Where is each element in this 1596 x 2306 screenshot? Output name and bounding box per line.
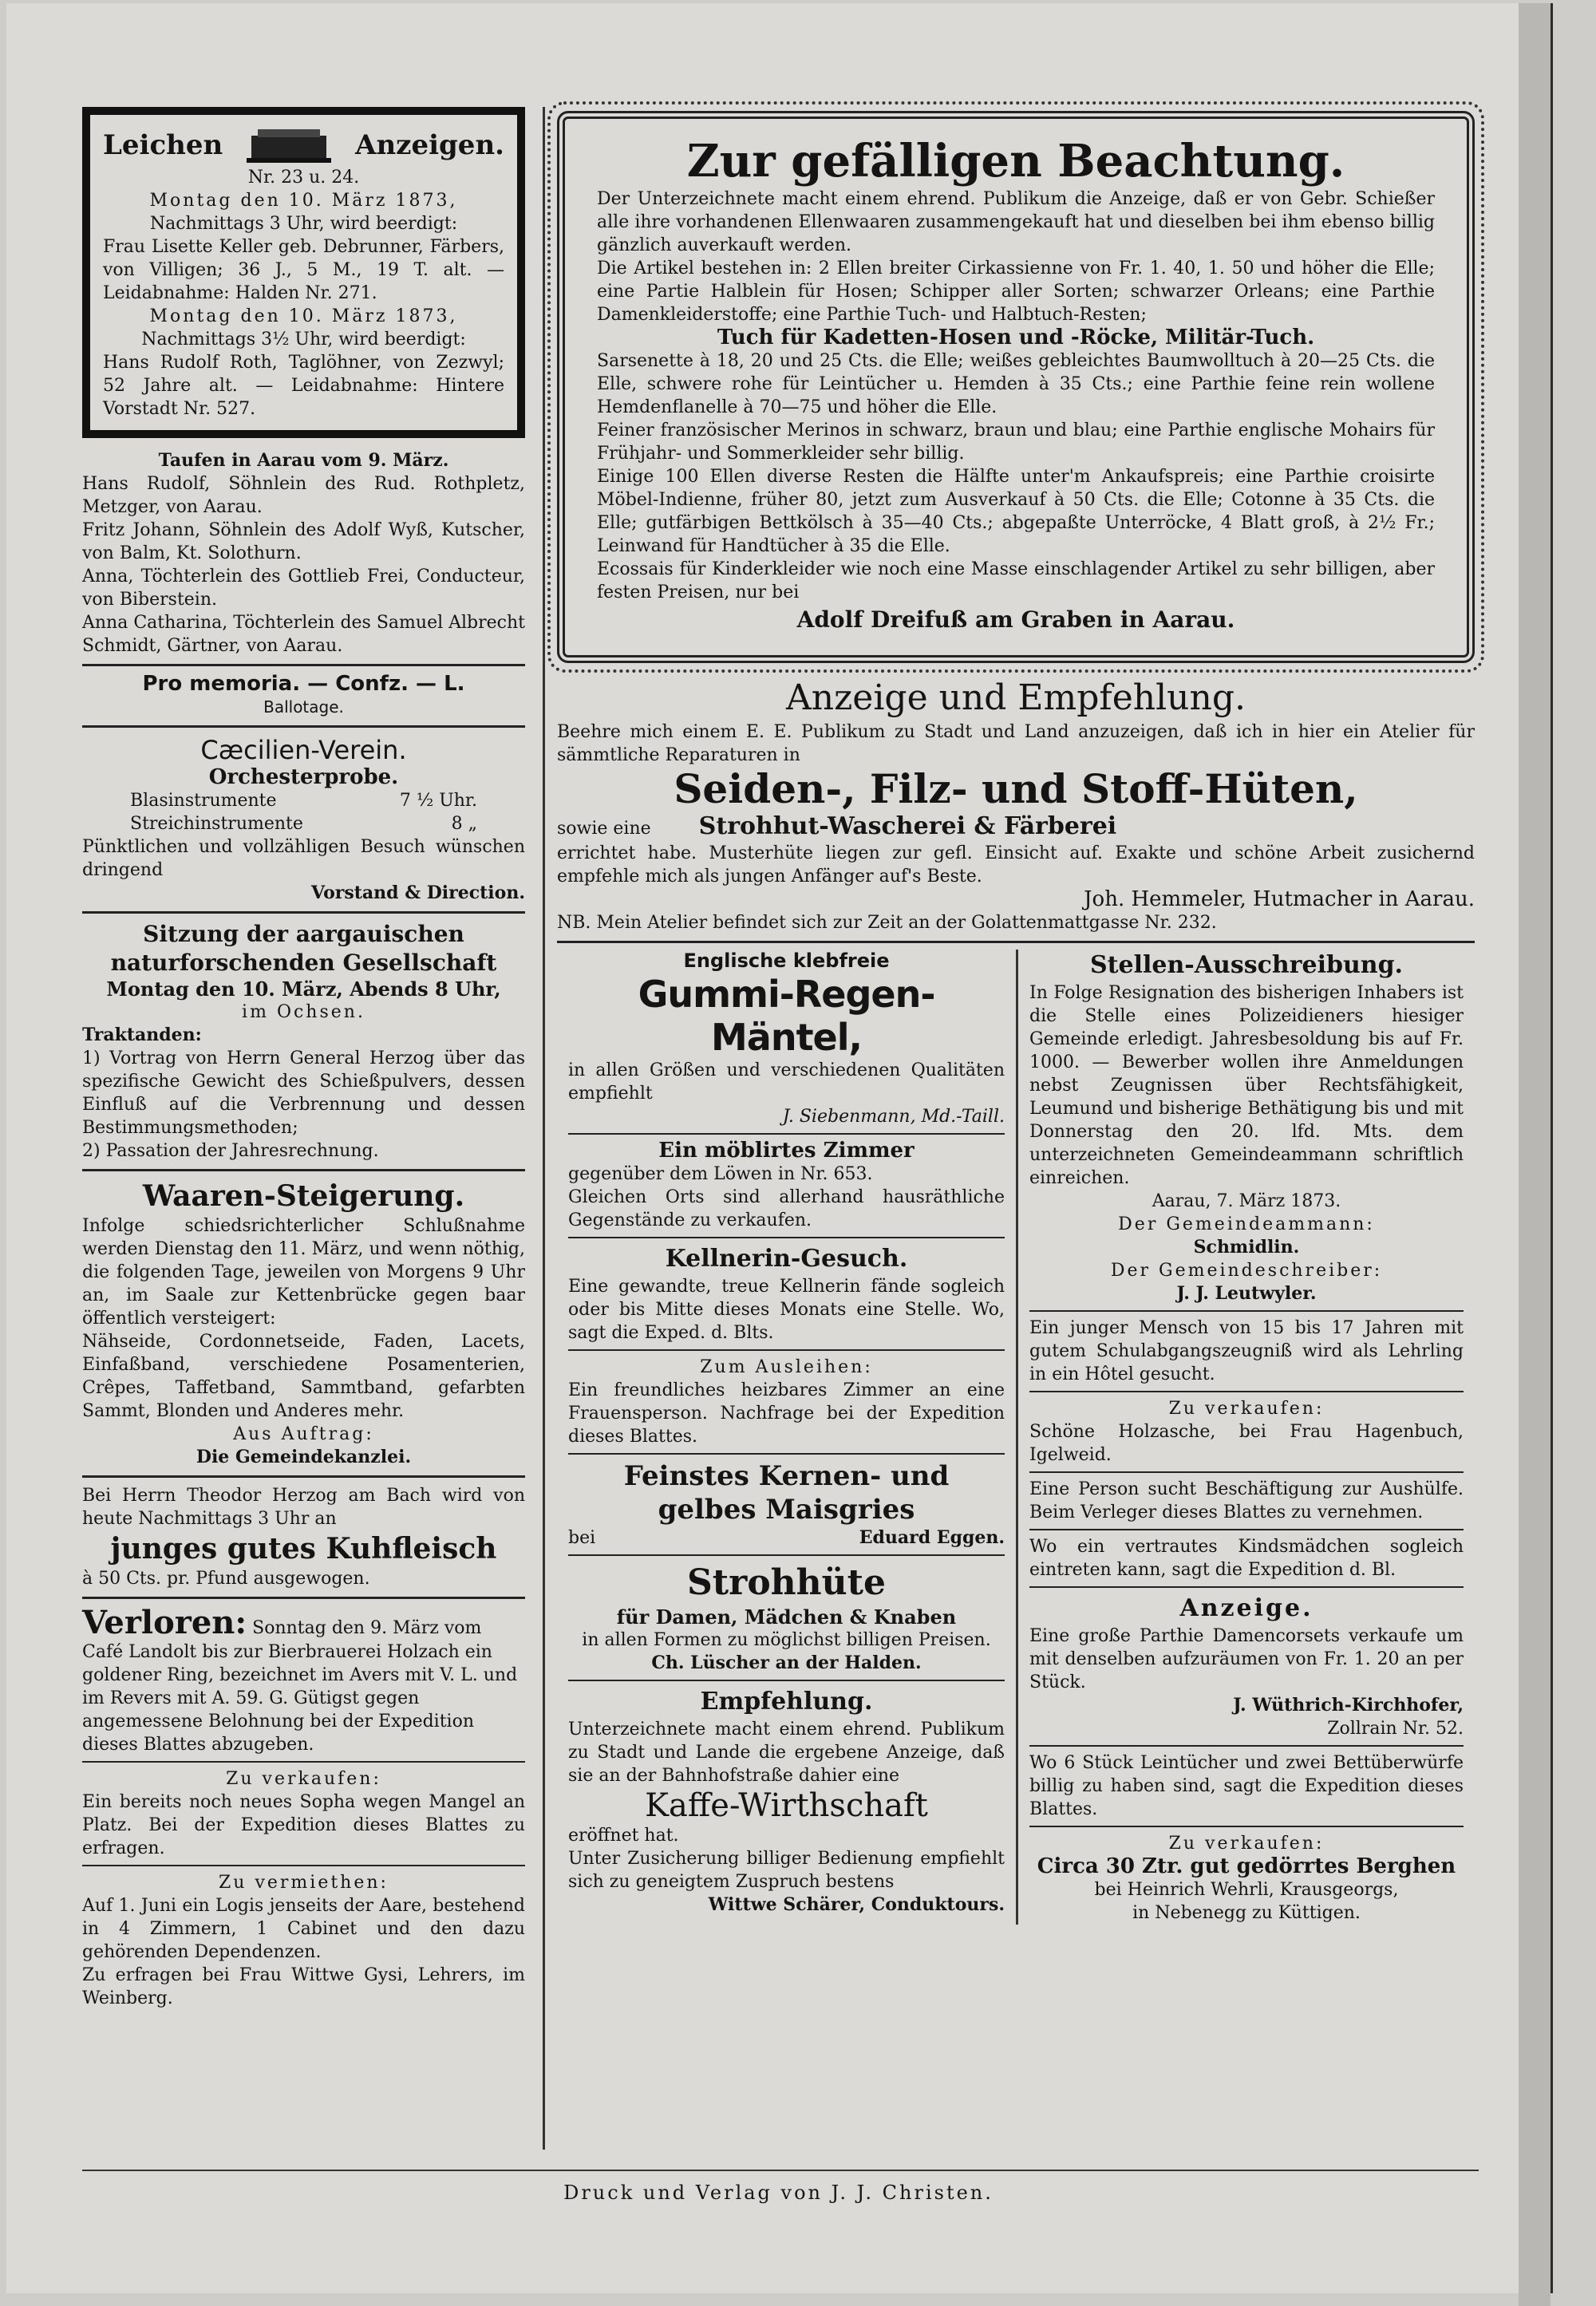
hut-title: Anzeige und Empfehlung. <box>786 677 1246 718</box>
sopha-notice <box>82 1767 525 1860</box>
leint-text: Wo 6 Stück Leintücher und zwei Bettüberwürfe billig zu haben sind, sagt die Expedition dieses Blattes. <box>1029 1753 1464 1819</box>
memoria-line2: Ballotage. <box>263 697 344 717</box>
kernen-sig-row <box>568 1526 1005 1550</box>
verloren-notice <box>82 1605 525 1756</box>
verk2-big: Circa 30 Ztr. gut gedörrtes Berghen <box>1037 1854 1456 1878</box>
beachtung-p1: Der Unterzeichnete macht einem ehrend. Publikum die Anzeige, daß er von Gebr. Schießer alle ihre vorhandenen Ellenwaaren zusammengekauft hat und dieselben bei ihm ebenso billig gänzlich auverkauft werden. <box>597 189 1435 255</box>
hut-sowie: sowie eine <box>557 819 651 839</box>
aushilfe-text: Eine Person sucht Beschäftigung zur Aushülfe. Beim Verleger dieses Blattes zu vernehmen. <box>1029 1479 1464 1522</box>
death1-date: Montag den 10. März 1873, <box>149 191 458 211</box>
leihen-text: Ein freundliches heizbares Zimmer an eine Frauensperson. Nachfrage bei der Expedition dieses Blattes. <box>568 1380 1005 1447</box>
coffin-icon <box>245 124 333 166</box>
divider <box>1029 1310 1464 1312</box>
logis-text1: Auf 1. Juni ein Logis jenseits der Aare, bestehend in 4 Zimmern, 1 Cabinet und den dazu gehörenden Dependenzen. <box>82 1896 525 1962</box>
logis-text2: Zu erfragen bei Frau Wittwe Gysi, Lehrers, im Weinberg. <box>82 1965 525 2008</box>
death1-time: Nachmittags 3 Uhr, wird beerdigt: <box>149 214 458 234</box>
footer-imprint: Druck und Verlag von J. J. Christen. <box>563 2182 994 2204</box>
sopha-title: Zu verkaufen: <box>226 1769 381 1789</box>
baptism-entry: Fritz Johann, Söhnlein des Adolf Wyß, Kutscher, von Balm, Kt. Solothurn. <box>82 520 525 563</box>
waaren-auftrag: Aus Auftrag: <box>233 1424 374 1444</box>
caecilien-title: Cæcilien-Verein. <box>200 735 407 765</box>
emp-signed: Wittwe Schärer, Conduktours. <box>708 1894 1005 1915</box>
zimmer-text2: Gleichen Orts sind allerhand hausräthliche Gegenstände zu verkaufen. <box>568 1187 1005 1230</box>
divider <box>568 1680 1005 1681</box>
death1-text: Frau Lisette Keller geb. Debrunner, Färbers, von Villigen; 36 J., 5 M., 19 T. alt. — Leidabnahme: Halden Nr. 271. <box>103 237 504 303</box>
kernen-bei: bei <box>568 1528 596 1548</box>
divider <box>568 1237 1005 1238</box>
deaths-title-right: Anzeigen. <box>355 129 504 161</box>
divider <box>568 1133 1005 1135</box>
death2-text: Hans Rudolf Roth, Taglöhner, von Zezwyl; 52 Jahre alt. — Leidabnahme: Hintere Vorstadt Nr. 527. <box>103 353 504 419</box>
beachtung-p7: Ecossais für Kinderkleider wie noch eine Masse einschlagender Artikel zu sehr billigen, aber festen Preisen, nur bei <box>597 559 1435 602</box>
gummi-pre: Englische klebfreie <box>683 950 890 972</box>
right-subcolumns <box>557 950 1475 1925</box>
herzog-big: junges gutes Kuhfleisch <box>110 1532 497 1566</box>
emp-text3: Unter Zusicherung billiger Bedienung empfiehlt sich zu geneigtem Zuspruch bestens <box>568 1849 1005 1892</box>
anz-text: Eine große Parthie Damencorsets verkaufe um mit denselben aufzuräumen von Fr. 1. 20 an per Stück. <box>1029 1626 1464 1692</box>
anz-title: Anzeige. <box>1179 1594 1314 1622</box>
divider <box>568 1349 1005 1351</box>
row-label: Blasinstrumente <box>130 791 277 811</box>
hut-signed: Joh. Hemmeler, Hutmacher in Aarau. <box>1084 887 1475 911</box>
caecilien-signed: Vorstand & Direction. <box>311 883 525 903</box>
herzog-text: Bei Herrn Theodor Herzog am Bach wird von heute Nachmittags 3 Uhr an <box>82 1486 525 1529</box>
herzog-notice <box>82 1484 525 1590</box>
death2-time: Nachmittags 3½ Uhr, wird beerdigt: <box>141 330 466 349</box>
zimmer-title: Ein möblirtes Zimmer <box>658 1139 915 1163</box>
schreiber-label: Der Gemeindeschreiber: <box>1110 1261 1383 1281</box>
beachtung-notice <box>557 111 1475 663</box>
beachtung-p4: Sarsenette à 18, 20 und 25 Cts. die Elle; weißes gebleichtes Baumwolltuch à 20—25 Cts. die Elle, schwere rohe für Leintücher u. Hemden à 35 Cts.; eine Parthie feine rein wollene Hemdenflanelle à 70—75 und höher die Elle. <box>597 351 1435 417</box>
natur-where: im Ochsen. <box>242 1002 365 1022</box>
waaren-notice <box>82 1178 525 1469</box>
row-time: 7 ½ Uhr. <box>399 791 477 811</box>
logis-title: Zu vermiethen: <box>219 1873 389 1893</box>
beachtung-p5: Feiner französischer Merinos in schwarz, braun und blau; eine Parthie englische Mohairs für Frühjahr- und Sommerkleider sehr billig. <box>597 421 1435 464</box>
baptisms-title: Taufen in Aarau vom 9. März. <box>158 450 449 471</box>
natur-agenda-title: Traktanden: <box>82 1025 202 1045</box>
hut-big: Seiden-, Filz- und Stoff-Hüten, <box>674 765 1358 812</box>
leihen-title: Zum Ausleihen: <box>700 1357 873 1377</box>
stroh-sub: für Damen, Mädchen & Knaben <box>616 1605 957 1629</box>
verloren-text: Sonntag den 9. März vom Café Landolt bis zur Bierbrauerei Holzach ein goldener Ring, bezeichnet im Avers mit V. L. und im Revers mit A. 59. G. Gütigst gegen angemessene Belohnung bei der Expedition dieses Blattes abzugeben. <box>82 1618 518 1755</box>
baptism-entry: Anna, Töchterlein des Gottlieb Frei, Conducteur, von Biberstein. <box>82 567 525 610</box>
emp-title: Empfehlung. <box>700 1688 873 1716</box>
divider <box>557 941 1475 943</box>
divider <box>82 664 525 666</box>
divider <box>82 911 525 914</box>
divider <box>82 1865 525 1866</box>
lehr-text: Ein junger Mensch von 15 bis 17 Jahren mit gutem Schulabgangszeugniß wird als Lehrling in ein Hôtel gesucht. <box>1029 1318 1464 1384</box>
natur-item: 1) Vortrag von Herrn General Herzog über das spezifische Gewicht des Schießpulvers, dessen Einfluß auf die Verbrennung und dessen Bestimmungsmethoden; <box>82 1048 525 1138</box>
stroh-signed: Ch. Lüscher an der Halden. <box>651 1653 922 1673</box>
gummi-signed: J. Siebenmann, Md.-Taill. <box>782 1107 1005 1127</box>
divider <box>1029 1391 1464 1392</box>
verk-text: Schöne Holzasche, bei Frau Hagenbuch, Igelweid. <box>1029 1422 1464 1465</box>
stellen-title: Stellen-Ausschreibung. <box>1089 951 1403 979</box>
deaths-header <box>103 124 504 166</box>
right-column <box>557 111 1475 1925</box>
footer-rule <box>82 2170 1479 2171</box>
beachtung-p6: Einige 100 Ellen diverse Resten die Hälfte unter'm Ankaufspreis; eine Parthie croisirte Möbel-Indienne, früher 80, jetzt zum Ausverkauf à 50 Cts. die Elle; Cotonne à 35 Cts. die Elle; gutfärbigen Bettkölsch à 35—40 Cts.; abgepaßte Unterröcke, 4 Blatt groß, à 2½ Fr.; Leinwand für Handtücher à 35 die Elle. <box>597 467 1435 556</box>
divider <box>82 1597 525 1599</box>
row-time: 8 „ <box>451 814 477 834</box>
caecilien-row <box>82 812 525 835</box>
kellner-title: Kellnerin-Gesuch. <box>665 1245 908 1273</box>
kinds-text: Wo ein vertrautes Kindsmädchen sogleich eintreten kann, sagt die Expedition d. Bl. <box>1029 1537 1464 1580</box>
death2-date: Montag den 10. März 1873, <box>149 306 458 326</box>
divider <box>1029 1471 1464 1473</box>
divider <box>568 1554 1005 1556</box>
stroh-title: Strohhüte <box>687 1562 886 1603</box>
gummi-text: in allen Größen und verschiedenen Qualitäten empfiehlt <box>568 1060 1005 1104</box>
caecilien-text: Pünktlichen und vollzähligen Besuch wünschen dringend <box>82 837 525 880</box>
hut-mid: Strohhut-Wascherei & Färberei <box>698 812 1117 840</box>
natur-when: Montag den 10. März, Abends 8 Uhr, <box>106 977 501 1001</box>
natur-title: Sitzung der aargauischen naturforschenden Gesellschaft <box>110 921 497 976</box>
waaren-title: Waaren-Steigerung. <box>142 1179 465 1213</box>
verk-title: Zu verkaufen: <box>1168 1399 1325 1419</box>
deaths-numbers: Nr. 23 u. 24. <box>247 168 360 188</box>
baptisms <box>82 449 525 657</box>
schreiber-name: J. J. Leutwyler. <box>1176 1283 1317 1304</box>
divider <box>568 1453 1005 1455</box>
waaren-text1: Infolge schiedsrichterlicher Schlußnahme werden Dienstag den 11. März, und wenn nöthig, die folgenden Tage, jeweilen von Morgens 9 Uhr an, im Saale zur Kettenbrücke gegen baar öffentlich versteigert: <box>82 1216 525 1329</box>
sopha-text: Ein bereits noch neues Sopha wegen Mangel an Platz. Bei der Expedition dieses Blattes zu erfragen. <box>82 1792 525 1858</box>
hut-notice <box>557 676 1475 934</box>
kaffe-title: Kaffe-Wirthschaft <box>645 1787 928 1824</box>
verk2-text: bei Heinrich Wehrli, Krausgeorgs, <box>1094 1880 1399 1900</box>
verk2-text2: in Nebenegg zu Küttigen. <box>1132 1903 1361 1923</box>
hut-mid-row <box>557 811 1475 842</box>
kernen-signed: Eduard Eggen. <box>859 1527 1005 1548</box>
divider <box>1029 1586 1464 1588</box>
anz-addr: Zollrain Nr. 52. <box>1327 1719 1464 1739</box>
beachtung-p3: Tuch für Kadetten-Hosen und -Röcke, Militär-Tuch. <box>717 326 1315 349</box>
emp-text: Unterzeichnete macht einem ehrend. Publikum zu Stadt und Lande die ergebene Anzeige, daß sie an der Bahnhofstraße dahier eine <box>568 1720 1005 1786</box>
verloren-title: Verloren: <box>82 1604 247 1641</box>
caecilien-row <box>82 789 525 812</box>
divider <box>82 1761 525 1763</box>
anz-signed: J. Wüthrich-Kirchhofer, <box>1233 1695 1464 1716</box>
kernen-line2: gelbes Maisgries <box>658 1494 915 1526</box>
hut-p1: Beehre mich einem E. E. Publikum zu Stadt und Land anzuzeigen, daß ich in hier ein Atelier für sämmtliche Reparaturen in <box>557 722 1475 765</box>
page-edge <box>1519 3 1551 2306</box>
herzog-price: à 50 Cts. pr. Pfund ausgewogen. <box>82 1569 370 1589</box>
beachtung-title: Zur gefälligen Beachtung. <box>686 135 1345 188</box>
column-rule <box>543 107 545 2150</box>
baptism-entry: Anna Catharina, Töchterlein des Samuel Albrecht Schmidt, Gärtner, von Aarau. <box>82 613 525 656</box>
left-column <box>82 107 525 2010</box>
caecilien-subtitle: Orchesterprobe. <box>208 765 399 789</box>
amman-name: Schmidlin. <box>1193 1237 1300 1258</box>
deaths-title-left: Leichen <box>103 129 223 161</box>
beachtung-signed: Adolf Dreifuß am Graben in Aarau. <box>796 606 1235 633</box>
waaren-signed: Die Gemeindekanzlei. <box>196 1447 412 1467</box>
divider <box>82 1169 525 1171</box>
baptism-entry: Hans Rudolf, Söhnlein des Rud. Rothpletz, Metzger, von Aarau. <box>82 474 525 517</box>
subcolumn-right <box>1016 950 1475 1925</box>
pro-memoria <box>82 673 525 719</box>
natur-item: 2) Passation der Jahresrechnung. <box>82 1141 379 1161</box>
row-label: Streichinstrumente <box>130 814 303 834</box>
beachtung-p2: Die Artikel bestehen in: 2 Ellen breiter Cirkassienne von Fr. 1. 40, 1. 50 und höher die Elle; eine Partie Halblein für Hosen; Schipper aller Sorten; schwarzer Orleans; eine Parthie Damenkleiderstoffe; eine Parthie Tuch- und Halbtuch-Resten; <box>597 259 1435 325</box>
subcolumn-left <box>557 950 1016 1925</box>
logis-notice <box>82 1871 525 2010</box>
newspaper-page <box>6 3 1553 2293</box>
waaren-text2: Nähseide, Cordonnetseide, Faden, Lacets, Einfaßband, verschiedene Posamenterien, Crêpes, Taffetband, Sammtband, gefarbten Sammt, Blonden und Anderes mehr. <box>82 1332 525 1421</box>
kernen-line1: Feinstes Kernen- und <box>623 1460 950 1492</box>
stellen-date: Aarau, 7. März 1873. <box>1152 1191 1341 1211</box>
gummi-title: Gummi-Regen-Mäntel, <box>638 973 935 1059</box>
divider <box>82 725 525 728</box>
amman-label: Der Gemeindeammann: <box>1118 1214 1375 1234</box>
hut-p2: errichtet habe. Musterhüte liegen zur gefl. Einsicht auf. Exakte und schöne Arbeit zusichernd empfehle mich als jungen Anfänger auf's Beste. <box>557 843 1475 886</box>
caecilien-notice <box>82 734 525 905</box>
emp-text2: eröffnet hat. <box>568 1826 679 1846</box>
verk2-title: Zu verkaufen: <box>1168 1834 1325 1854</box>
deaths-notice <box>82 107 525 438</box>
divider <box>82 1475 525 1478</box>
natur-notice <box>82 920 525 1163</box>
memoria-line1: Pro memoria. — Confz. — L. <box>142 672 465 696</box>
kellner-text: Eine gewandte, treue Kellnerin fände sogleich oder bis Mitte dieses Monats eine Stelle. Wo, sagt die Exped. d. Blts. <box>568 1277 1005 1343</box>
divider <box>1029 1529 1464 1530</box>
hut-nb: NB. Mein Atelier befindet sich zur Zeit an der Golattenmattgasse Nr. 232. <box>557 913 1217 933</box>
divider <box>1029 1826 1464 1827</box>
stellen-text: In Folge Resignation des bisherigen Inhabers ist die Stelle eines Polizeidieners hiesiger Gemeinde erledigt. Jahresbesoldung bis auf Fr. 1000. — Bewerber wollen ihre Anmeldungen nebst Zeugnissen über Rechtsfähigkeit, Leumund und bisherige Bethätigung bis und mit Donnerstag den 20. lfd. Mts. dem unterzeichneten Gemeindeammann schriftlich einreichen. <box>1029 983 1464 1188</box>
divider <box>1029 1745 1464 1747</box>
stroh-text: in allen Formen zu möglichst billigen Preisen. <box>582 1630 991 1650</box>
zimmer-text: gegenüber dem Löwen in Nr. 653. <box>568 1164 873 1184</box>
